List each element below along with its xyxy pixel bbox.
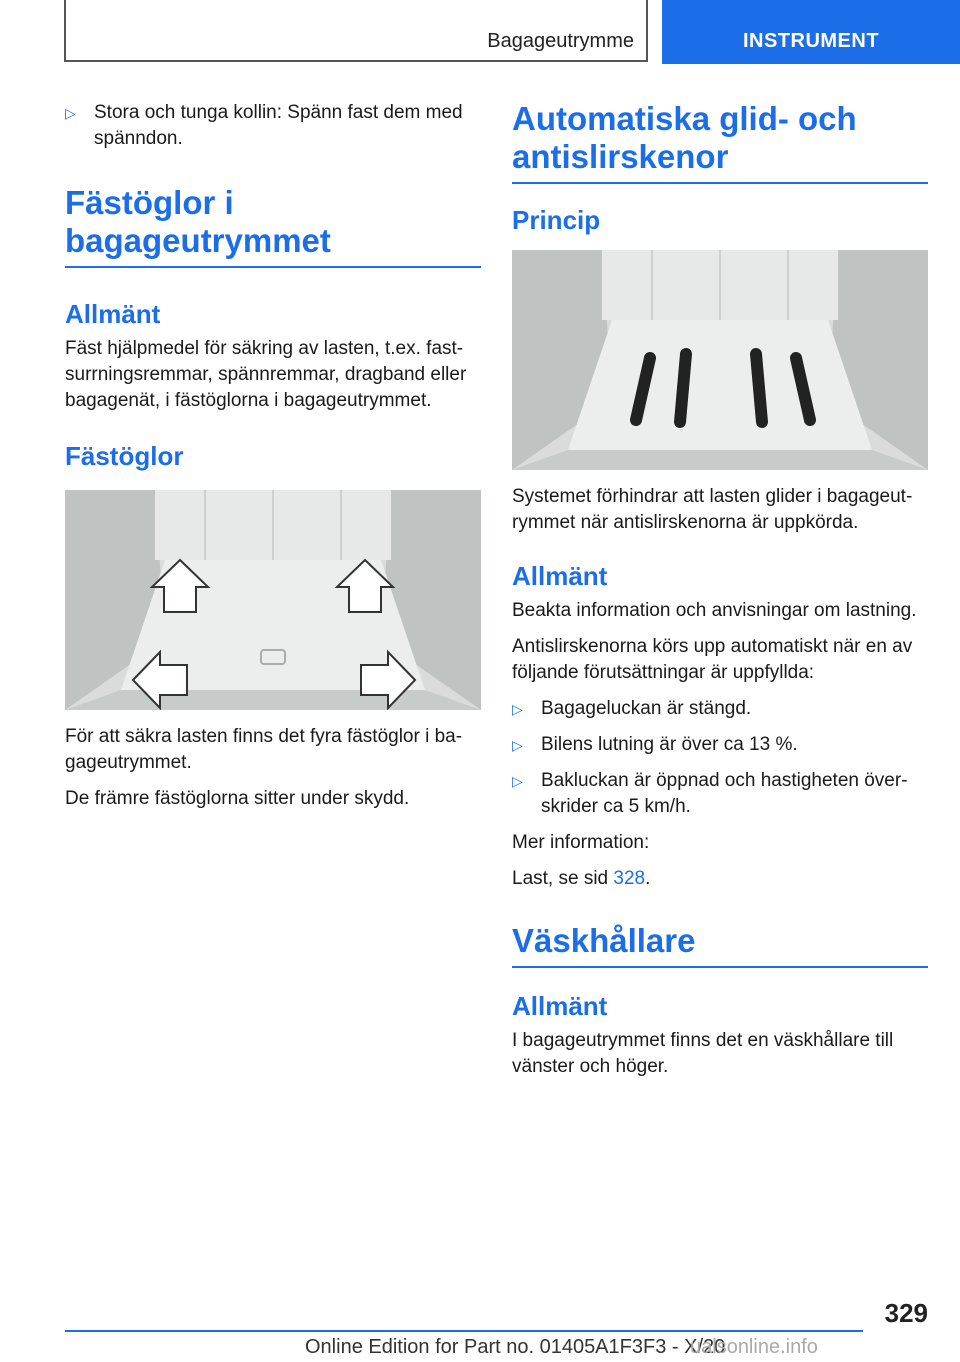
triangle-bullet-icon: ▷ xyxy=(512,737,523,753)
header-chapter-label: INSTRUMENT xyxy=(742,30,880,52)
paragraph-fastoglor-2: De främre fästöglorna sitter under skydd. xyxy=(65,788,410,809)
paragraph-allmant-right-1: Beakta information och anvisningar om lastning. xyxy=(512,600,917,621)
bullet-item xyxy=(512,768,928,820)
right-column xyxy=(512,100,928,1090)
bullet-text: Bilens lutning är över ca 13 %. xyxy=(541,734,798,755)
heading-princip: Princip xyxy=(512,205,601,235)
bullet-text: Bagageluckan är stängd. xyxy=(541,698,752,719)
triangle-bullet-icon: ▷ xyxy=(512,701,523,717)
page-reference-link[interactable]: 328 xyxy=(613,868,646,889)
triangle-bullet-icon: ▷ xyxy=(65,105,76,121)
paragraph-mer-information: Mer information: xyxy=(512,832,650,853)
heading-allmant-holder: Allmänt xyxy=(512,991,608,1021)
bullet-item xyxy=(512,732,928,758)
heading-allmant: Allmänt xyxy=(65,299,161,329)
paragraph-fastoglor-1: För att säkra lasten finns det fyra fästöglor i ba-gageutrymmet. xyxy=(65,726,463,773)
heading-glid-antislirskenor: Automatiska glid- och antislirskenor xyxy=(512,100,928,184)
paragraph-vaskhallare: I bagageutrymmet finns det en väskhållare till vänster och höger. xyxy=(512,1030,894,1077)
bullet-item xyxy=(512,696,928,722)
header-section-title: Bagageutrymme xyxy=(487,30,634,52)
header-section-box xyxy=(64,0,648,62)
page-number: 329 xyxy=(884,1298,928,1328)
left-column xyxy=(65,100,481,822)
reference-suffix: . xyxy=(645,868,651,889)
trunk-rails-image xyxy=(512,250,928,470)
paragraph-allmant-right-2: Antislirskenorna körs upp automatiskt när en av följande förutsättningar är uppfyllda: xyxy=(512,636,913,683)
paragraph-princip: Systemet förhindrar att lasten glider i bagageut-rymmet när antislirskenorna är uppkörda. xyxy=(512,486,913,533)
trunk-tie-down-image xyxy=(65,490,481,710)
bullet-text: Bakluckan är öppnad och hastigheten över-skrider ca 5 km/h. xyxy=(541,770,908,817)
reference-prefix: Last, se sid xyxy=(512,868,614,889)
paragraph-allmant: Fäst hjälpmedel för säkring av lasten, t.ex. fast-surrningsremmar, spännremmar, dragband eller bagagenät, i fästöglorna i bagageutrymmet. xyxy=(65,338,467,411)
heading-fastoglor: Fästöglor xyxy=(65,441,184,471)
bullet-item xyxy=(65,100,481,152)
triangle-bullet-icon: ▷ xyxy=(512,773,523,789)
footer-divider xyxy=(65,1330,863,1332)
heading-allmant-right: Allmänt xyxy=(512,561,608,591)
bullet-text: Stora och tunga kollin: Spänn fast dem med spänndon. xyxy=(94,102,463,149)
paragraph-reference xyxy=(512,866,928,892)
heading-vaskhallare: Väskhållare xyxy=(512,922,928,968)
header-chapter-tab[interactable] xyxy=(662,0,960,64)
heading-fastoglor-bagageutrymmet: Fästöglor i bagageutrymmet xyxy=(65,184,481,268)
footer-edition-text: Online Edition for Part no. 01405A1F3F3 - X/20 xyxy=(305,1336,726,1358)
footer-watermark: ualsonline.info xyxy=(690,1336,818,1358)
